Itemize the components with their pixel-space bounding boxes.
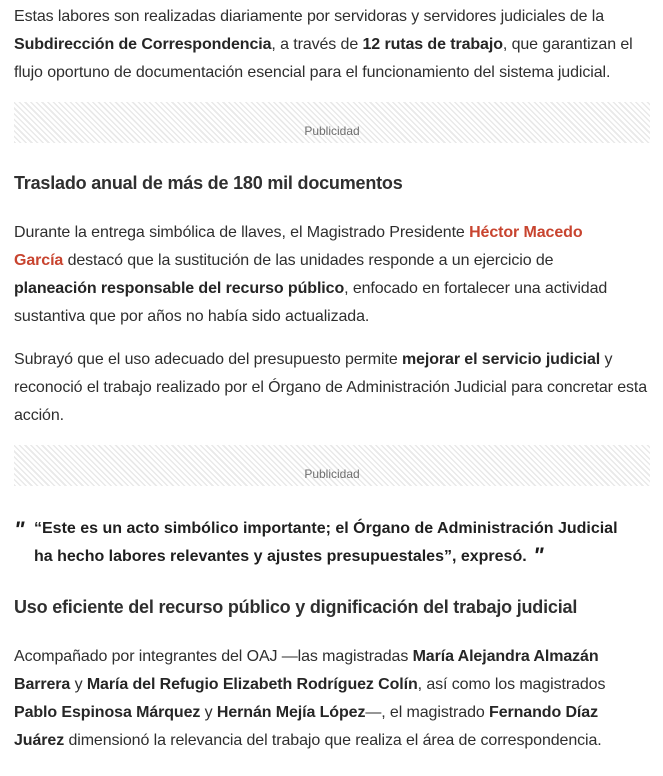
bold-name: María del Refugio Elizabeth Rodríguez Colín [86, 676, 418, 693]
section-heading-uso-eficiente: Uso eficiente del recurso público y dignificación del trabajo judicial [14, 597, 578, 617]
ad-label: Publicidad [304, 467, 360, 481]
paragraph-acompanado: Acompañado por integrantes del OAJ —las magistradas María Alejandra Almazán Barrera y María del Refugio Elizabeth Rodríguez Colín, así como los magistrados Pablo Espinosa Márquez y Hernán Mejía López—, el magistrado Fernando Díaz Juárez dimensionó la relevancia del trabajo que realiza el área de correspondencia. [14, 648, 606, 749]
paragraph-presupuesto: Subrayó que el uso adecuado del presupuesto permite mejorar el servicio judicial y reconoció el trabajo realizado por el Órgano de Administración Judicial para concretar esta acción. [14, 351, 648, 424]
bold-name: María Alejandra Almazán Barrera [14, 648, 599, 693]
ad-placeholder [14, 102, 650, 143]
person-link-hector-macedo[interactable]: Héctor Macedo García [14, 224, 583, 269]
bold-rutas: 12 rutas de trabajo [362, 36, 503, 53]
bold-subdireccion: Subdirección de Correspondencia [14, 36, 272, 53]
blockquote [14, 515, 650, 571]
quote-text: “Este es un acto simbólico importante; el Órgano de Administración Judicial ha hecho labores relevantes y ajustes presupuestales”, expresó. " [34, 520, 618, 568]
paragraph-entrega-llaves: Durante la entrega simbólica de llaves, el Magistrado Presidente Héctor Macedo García destacó que la sustitución de las unidades responde a un ejercicio de planeación responsable del recurso público, enfocado en fortalecer una actividad sustantiva que por años no había sido actualizada. [14, 224, 608, 325]
close-quote-icon: " [533, 543, 542, 568]
open-quote-icon: " [14, 517, 23, 542]
bold-servicio-judicial: mejorar el servicio judicial [401, 351, 601, 368]
bold-name: Fernando Díaz Juárez [14, 704, 598, 749]
ad-placeholder [14, 445, 650, 486]
bold-planeacion: planeación responsable del recurso público [14, 280, 345, 297]
ad-label: Publicidad [304, 124, 360, 138]
section-heading-traslado: Traslado anual de más de 180 mil documentos [14, 173, 403, 193]
bold-name: Pablo Espinosa Márquez [14, 704, 201, 721]
paragraph-correspondencia: Estas labores son realizadas diariamente por servidoras y servidores judiciales de la Subdirección de Correspondencia, a través de 12 rutas de trabajo, que garantizan el flujo oportuno de documentación esencial para el funcionamiento del sistema judicial. [14, 8, 633, 81]
bold-name: Hernán Mejía López [216, 704, 366, 721]
